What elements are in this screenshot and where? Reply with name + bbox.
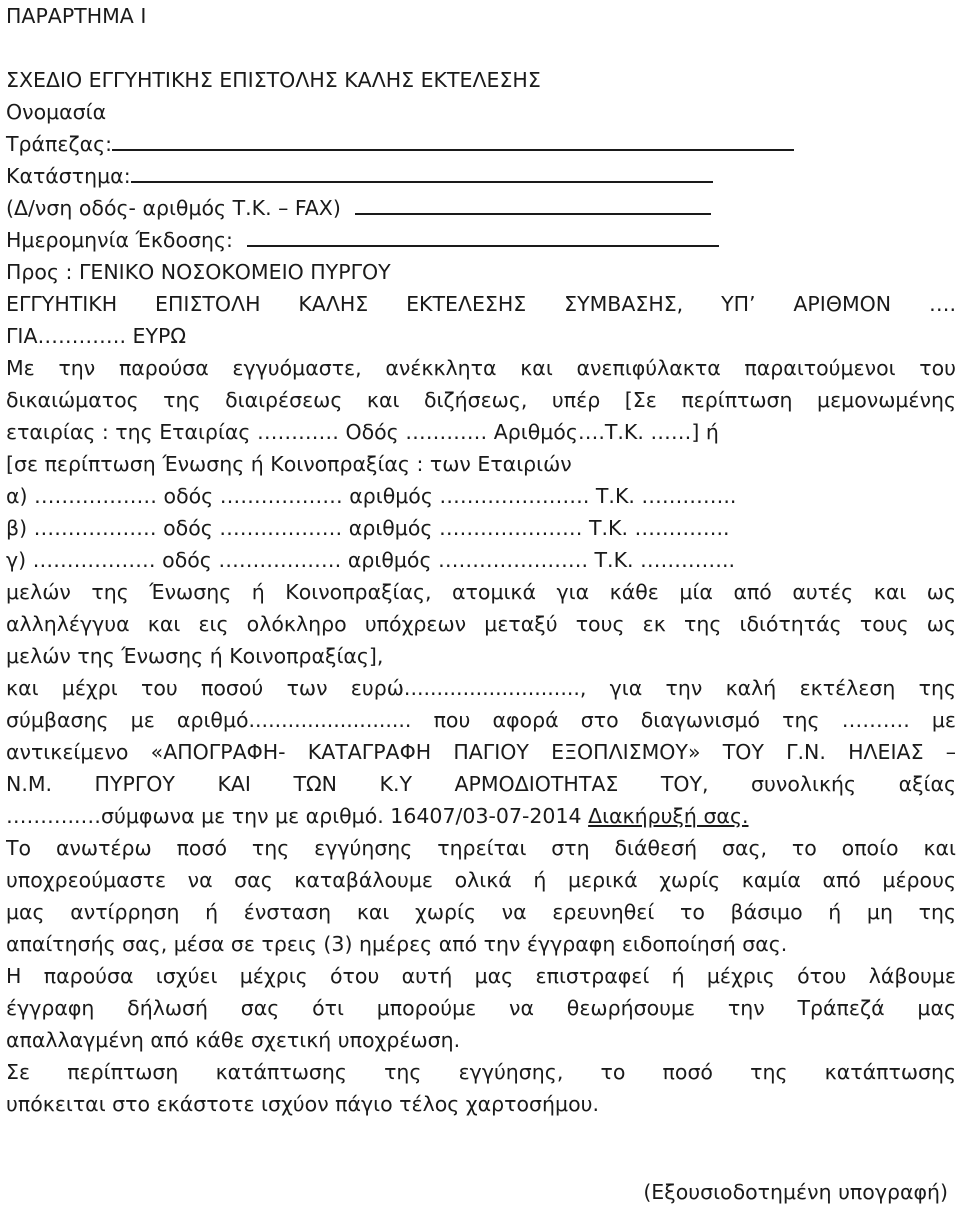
branch-blank	[131, 163, 713, 183]
paragraph-3-line: Η παρούσα ισχύει μέχρις ότου αυτή μας επιστραφεί ή μέχρις ότου λάβουμε	[6, 964, 956, 988]
address-blank	[355, 195, 711, 215]
annex-title: ΠΑΡΑΡΤΗΜΑ Ι	[6, 4, 147, 28]
body-line: και μέχρι του ποσού των ευρώ..........................., για την καλή εκτέλεση της	[6, 676, 956, 700]
body-line: δικαιώματος της διαιρέσεως και διζήσεως, υπέρ [Σε περίπτωση μεμονωμένης	[6, 388, 956, 412]
value-line	[6, 800, 956, 832]
body-line: μελών της Ένωσης ή Κοινοπραξίας],	[6, 644, 384, 668]
issue-date-field	[6, 224, 956, 256]
body-line: [σε περίπτωση Ένωσης ή Κοινοπραξίας : των Εταιριών	[6, 452, 572, 476]
paragraph-2-line: μας αντίρρηση ή ένσταση και χωρίς να ερευνηθεί το βάσιμο ή μη της	[6, 900, 956, 924]
paragraph-4-line: Σε περίπτωση κατάπτωσης της εγγύησης, το ποσό της κατάπτωσης	[6, 1060, 956, 1084]
body-line: Ν.Μ. ΠΥΡΓΟΥ ΚΑΙ ΤΩΝ Κ.Υ ΑΡΜΟΔΙΟΤΗΤΑΣ ΤΟΥ, συνολικής αξίας	[6, 772, 956, 796]
bank-name-field	[6, 128, 956, 160]
value-line-text: ………..…σύμφωνα με την με αριθμό. 16407/03-07-2014	[6, 804, 589, 828]
bank-name-label: Ονομασία	[6, 100, 107, 124]
member-line-b: β) ……………… οδός ……………… αριθμός ………………… Τ.Κ. …………..	[6, 516, 730, 540]
branch-label: Κατάστημα:	[6, 164, 131, 188]
paragraph-3-line: απαλλαγμένη από κάθε σχετική υποχρέωση.	[6, 1028, 461, 1052]
guarantee-letter-document	[6, 0, 956, 1120]
issue-date-label: Ημερομηνία Έκδοσης:	[6, 228, 233, 252]
issue-date-blank	[247, 227, 719, 247]
body-line: αλληλέγγυα και εις ολόκληρο υπόχρεων μεταξύ τους εκ της ιδιότητάς τους ως	[6, 612, 956, 636]
paragraph-4-line: υπόκειται στο εκάστοτε ισχύον πάγιο τέλος χαρτοσήμου.	[6, 1092, 600, 1116]
tender-notice-reference: Διακήρυξή σας.	[588, 804, 749, 828]
guarantee-amount-line: ΓΙΑ…………. ΕΥΡΩ	[6, 324, 187, 348]
recipient-line: Προς : ΓΕΝΙΚΟ ΝΟΣΟΚΟΜΕΙΟ ΠΥΡΓΟΥ	[6, 260, 391, 284]
paragraph-2-line: Το ανωτέρω ποσό της εγγύησης τηρείται στη διάθεσή σας, το οποίο και	[6, 836, 956, 860]
branch-field	[6, 160, 956, 192]
authorized-signature: (Εξουσιοδοτημένη υπογραφή)	[643, 1180, 948, 1204]
member-line-a: α) ……………… οδός ……………… αριθμός …………………. Τ.Κ. …………..	[6, 484, 737, 508]
body-line: εταιρίας : της Εταιρίας ………… Οδός ………… Αριθμός….Τ.Κ. ……] ή	[6, 420, 719, 444]
address-field	[6, 192, 956, 224]
paragraph-3-line: έγγραφη δήλωσή σας ότι μπορούμε να θεωρήσουμε την Τράπεζά μας	[6, 996, 956, 1020]
body-line: αντικείμενο «ΑΠΟΓΡΑΦΗ- ΚΑΤΑΓΡΑΦΗ ΠΑΓΙΟΥ ΕΞΟΠΛΙΣΜΟΥ» ΤΟΥ Γ.Ν. ΗΛΕΙΑΣ –	[6, 740, 956, 764]
body-line: μελών της Ένωσης ή Κοινοπραξίας, ατομικά για κάθε μία από αυτές και ως	[6, 580, 956, 604]
address-label: (Δ/νση οδός- αριθμός Τ.Κ. – FAX)	[6, 196, 341, 220]
paragraph-2-line: απαίτησής σας, μέσα σε τρεις (3) ημέρες από την έγγραφη ειδοποίησή σας.	[6, 932, 788, 956]
document-heading: ΣΧΕΔΙΟ ΕΓΓΥΗΤΙΚΗΣ ΕΠΙΣΤΟΛΗΣ ΚΑΛΗΣ ΕΚΤΕΛΕΣΗΣ	[6, 68, 541, 92]
paragraph-2-line: υποχρεούμαστε να σας καταβάλουμε ολικά ή μερικά χωρίς καμία από μέρους	[6, 868, 956, 892]
body-line: σύμβασης με αριθμό......................... που αφορά στο διαγωνισμό της ………. με	[6, 708, 956, 732]
blank-line	[6, 32, 956, 64]
body-line: Με την παρούσα εγγυόμαστε, ανέκκλητα και ανεπιφύλακτα παραιτούμενοι του	[6, 356, 956, 380]
guarantee-title-line: ΕΓΓΥΗΤΙΚΗ ΕΠΙΣΤΟΛΗ ΚΑΛΗΣ ΕΚΤΕΛΕΣΗΣ ΣΥΜΒΑΣΗΣ, ΥΠ’ ΑΡΙΘΜΟΝ ….	[6, 292, 956, 316]
bank-name-blank	[112, 131, 794, 151]
bank-name-label-cont: Τράπεζας:	[6, 132, 113, 156]
member-line-c: γ) ……………… οδός ……………… αριθμός …………………. Τ.Κ. …………..	[6, 548, 736, 572]
